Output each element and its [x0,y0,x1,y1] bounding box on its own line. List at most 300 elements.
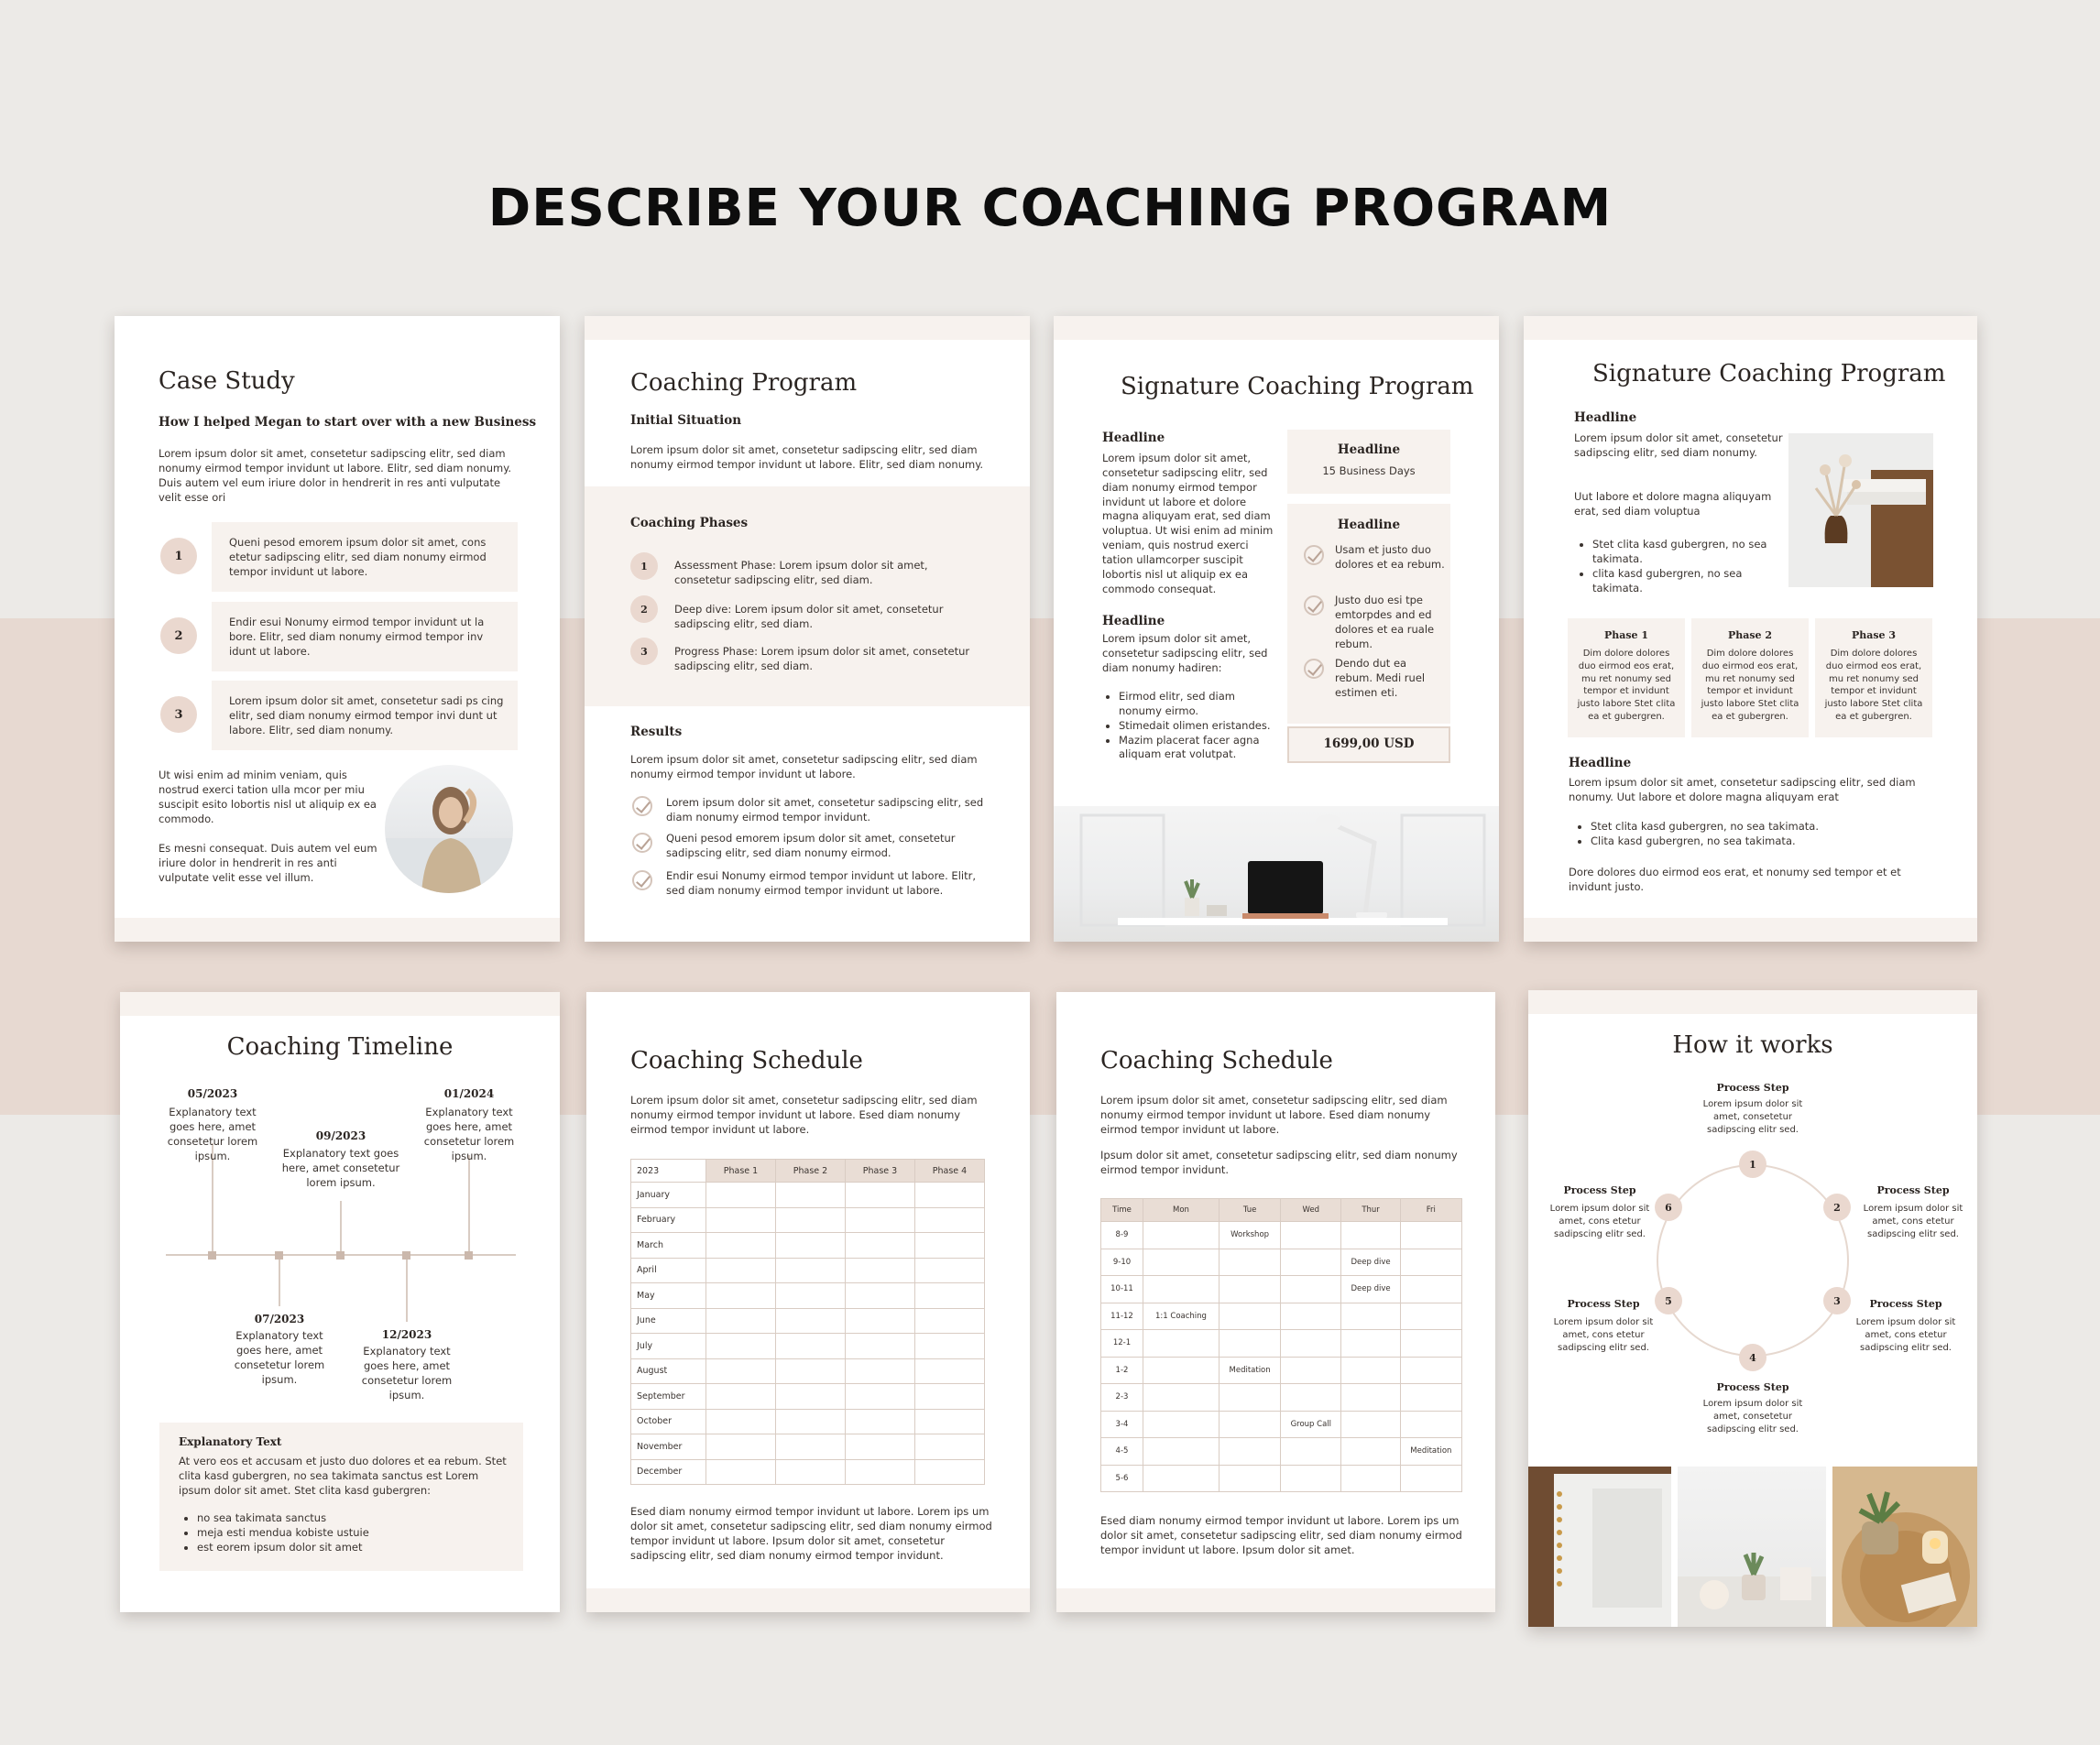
month-label: August [631,1358,706,1384]
table-row [1101,1276,1462,1303]
schedule-cell [776,1183,846,1208]
schedule-cell [706,1409,776,1434]
schedule-cell [1281,1438,1341,1466]
table-row [1101,1384,1462,1412]
time-slot-label: 10-11 [1101,1276,1143,1303]
schedule-cell [1219,1465,1280,1492]
schedule-cell [706,1283,776,1309]
bullet-item: • Stimedait olimen eristandes. [1119,719,1281,734]
schedule-cell [1143,1357,1220,1384]
headline: Headline [1102,431,1165,445]
schedule-cell [1281,1465,1341,1492]
process-step-number: 2 [1823,1194,1851,1221]
schedule-months-table [630,1159,985,1485]
page-headline: DESCRIBE YOUR COACHING PROGRAM [487,179,1613,238]
schedule-cell [846,1409,915,1434]
timeline-marker [275,1251,283,1260]
page-header-bar [1524,316,1977,340]
schedule-cell: Group Call [1281,1411,1341,1438]
process-step-number: 3 [1823,1287,1851,1314]
time-slot-label: 4-5 [1101,1438,1143,1466]
step-text: Endir esui Nonumy eirmod tempor invidunt ut la bore. Elitr, sed diam nonumy eirmod tempor inv idunt ut labore. [229,616,485,658]
process-step-heading: Process Step [1716,1082,1789,1094]
how-it-works-title: How it works [1672,1031,1833,1059]
timeline-text: Explanatory text goes here, amet consetetur lorem ipsum. [361,1345,453,1401]
schedule-cell [846,1258,915,1283]
schedule-cell [1341,1222,1400,1249]
notebook-photo [1528,1467,1671,1627]
table-row [631,1233,985,1259]
schedule-cell: Deep dive [1341,1276,1400,1303]
schedule-intro: Lorem ipsum dolor sit amet, consetetur sadipscing elitr, sed diam nonumy eirmod tempor invidunt ut labore. Esed diam nonumy eirmod tempor invidunt ut labore. [630,1094,978,1136]
signature-text: Dore dolores duo eirmod eos erat, et nonumy sed tempor et et invidunt justo. [1569,866,1901,893]
headline: Headline [1574,410,1637,425]
timeline-connector [468,1155,470,1255]
phase-heading: Phase 1 [1603,629,1649,641]
table-row [631,1258,985,1283]
page-footer-bar [586,1588,1030,1612]
schedule-cell [1143,1222,1220,1249]
schedule-cell [1219,1249,1280,1276]
schedule-footer-text: Esed diam nonumy eirmod tempor invidunt ut labore. Lorem ips um dolor sit amet, consetetur sadipscing elitr, sed diam nonumy eirmod tempor invidunt ut labore. Ipsum dolor sit amet. [1100,1514,1462,1556]
schedule-cell [706,1358,776,1384]
schedule-cell [1400,1465,1461,1492]
schedule-cell [1281,1249,1341,1276]
desk-laptop-photo [1054,806,1499,942]
signature-text: Lorem ipsum dolor sit amet, consetetur sadipscing elitr, sed diam nonumy. Uut labore et dolore magna aliquyam erat [1569,776,1916,803]
headline: Headline [1102,614,1165,628]
schedule-cell [1219,1303,1280,1330]
schedule-cell: Workshop [1219,1222,1280,1249]
timeline-marker [208,1251,216,1260]
headline: Headline [1569,756,1632,770]
price-label: 1699,00 USD [1323,736,1415,751]
schedule-cell [1219,1330,1280,1358]
month-label: February [631,1207,706,1233]
coaching-program-title: Coaching Program [630,369,858,397]
schedule-cell [915,1358,985,1384]
schedule-cell [776,1459,846,1485]
how-it-works-page [1528,990,1977,1627]
schedule-cell [776,1207,846,1233]
initial-situation-heading: Initial Situation [630,413,742,428]
schedule-cell [776,1384,846,1410]
timeline-marker [402,1251,410,1260]
schedule-title: Coaching Schedule [630,1047,863,1074]
schedule-cell [776,1258,846,1283]
signature-program-title: Signature Coaching Program [1592,360,1946,387]
signature-text: Lorem ipsum dolor sit amet, consetetur sadipscing elitr, sed diam nonumy. [1574,431,1783,459]
table-row [1101,1357,1462,1384]
timeline-text: Explanatory text goes here, amet consetetur lorem ipsum. [167,1106,258,1162]
case-study-subtitle: How I helped Megan to start over with a new Business [159,415,537,430]
phase-text: Deep dive: Lorem ipsum dolor sit amet, consetetur sadipscing elitr, sed diam. [674,603,944,630]
process-step-text: Lorem ipsum dolor sit amet, cons etetur sadipscing elitr sed. [1863,1204,1963,1239]
table-row [1101,1330,1462,1358]
process-step-number: 1 [1739,1151,1766,1178]
timeline-marker [336,1251,345,1260]
table-header-cell: Wed [1281,1199,1341,1222]
schedule-footer-text: Esed diam nonumy eirmod tempor invidunt ut labore. Lorem ips um dolor sit amet, consetetur sadipscing elitr, sed diam nonumy eirmod tempor invidunt ut labore. Ipsum dolor sit amet, consetetur sadipscing elitr, sed diam nonumy eirmod tempor invidunt. [630,1505,992,1562]
schedule-cell [1400,1303,1461,1330]
step-number: 2 [160,617,197,654]
schedule-cell [915,1258,985,1283]
schedule-cell [1281,1330,1341,1358]
schedule-cell [1400,1384,1461,1412]
schedule-cell [706,1207,776,1233]
schedule-cell [1143,1249,1220,1276]
coaching-program-page [585,316,1030,942]
process-cycle-ring [1657,1164,1849,1357]
results-text: Lorem ipsum dolor sit amet, consetetur sadipscing elitr, sed diam nonumy eirmod tempor invidunt ut labore. [630,753,978,780]
duration-heading: Headline [1337,442,1401,457]
coaching-schedule-months-page [586,992,1030,1612]
schedule-cell [915,1384,985,1410]
schedule-cell [915,1283,985,1309]
process-step-heading: Process Step [1869,1298,1942,1310]
table-header-cell: Thur [1341,1199,1400,1222]
client-portrait-photo [385,765,513,893]
table-header-cell: Fri [1400,1199,1461,1222]
schedule-week-table [1100,1198,1462,1492]
schedule-cell [776,1334,846,1359]
schedule-title: Coaching Schedule [1100,1047,1333,1074]
month-label: November [631,1434,706,1460]
process-step-text: Lorem ipsum dolor sit amet, consetetur sadipscing elitr sed. [1702,1099,1803,1135]
process-step-heading: Process Step [1563,1184,1636,1196]
table-header-cell: Tue [1219,1199,1280,1222]
table-header-cell: Time [1101,1199,1143,1222]
time-slot-label: 3-4 [1101,1411,1143,1438]
page-header-bar [1528,990,1977,1014]
timeline-marker [465,1251,473,1260]
schedule-intro: Lorem ipsum dolor sit amet, consetetur sadipscing elitr, sed diam nonumy eirmod tempor invidunt ut labore. Esed diam nonumy eirmod tempor invidunt ut labore. [1100,1094,1448,1136]
phase-text: Dim dolore dolores duo eirmod eos erat, mu ret nonumy sed tempor et invidunt justo labore Stet clita ea et gubergren. [1577,649,1676,722]
signature-text: Uut labore et dolore magna aliquyam erat, sed diam voluptua [1574,490,1772,518]
month-label: July [631,1334,706,1359]
schedule-cell [1143,1276,1220,1303]
explanatory-heading: Explanatory Text [179,1435,282,1448]
page-footer-bar [115,918,560,942]
schedule-cell [776,1233,846,1259]
result-item: Endir esui Nonumy eirmod tempor invidunt ut labore. Elitr, sed diam nonumy eirmod tempor invidunt ut labore. [666,869,976,897]
schedule-cell [1281,1222,1341,1249]
feature-item: Usam et justo duo dolores et ea rebum. [1335,543,1445,571]
schedule-cell [1341,1411,1400,1438]
schedule-cell [915,1409,985,1434]
schedule-cell [846,1308,915,1334]
process-step-heading: Process Step [1567,1298,1640,1310]
timeline-connector [406,1256,408,1322]
process-step-heading: Process Step [1716,1381,1789,1393]
schedule-cell [776,1308,846,1334]
month-label: June [631,1308,706,1334]
schedule-cell [915,1308,985,1334]
table-row [631,1308,985,1334]
month-label: April [631,1258,706,1283]
check-icon [1304,659,1324,679]
bullet-item: • Mazim placerat facer agna aliquam erat volutpat. [1119,734,1281,763]
table-header-cell: Mon [1143,1199,1220,1222]
bullet-item: • meja esti mendua kobiste ustuie [197,1526,501,1541]
decor-book-photo [1788,433,1933,587]
schedule-cell [1341,1438,1400,1466]
table-header-cell: Phase 3 [846,1160,915,1183]
signature-bullet-list [1574,820,1931,849]
case-study-title: Case Study [159,367,295,395]
signature-program-title: Signature Coaching Program [1121,373,1474,400]
timeline-date: 05/2023 [187,1087,238,1100]
table-row [631,1358,985,1384]
page-header-bar [120,992,560,1016]
schedule-cell [1143,1330,1220,1358]
schedule-cell [706,1233,776,1259]
coaching-schedule-week-page [1056,992,1495,1612]
page-footer-bar [1056,1588,1495,1612]
time-slot-label: 1-2 [1101,1357,1143,1384]
timeline-date: 01/2024 [443,1087,495,1100]
step-number: 1 [160,538,197,574]
schedule-cell [1281,1303,1341,1330]
process-step-number: 4 [1739,1344,1766,1371]
month-label: December [631,1459,706,1485]
phase-heading: Phase 2 [1727,629,1773,641]
phase-text: Assessment Phase: Lorem ipsum dolor sit amet, consetetur sadipscing elitr, sed diam. [674,559,928,586]
table-row [1101,1249,1462,1276]
schedule-cell [706,1334,776,1359]
phase-text: Dim dolore dolores duo eirmod eos erat, mu ret nonumy sed tempor et invidunt justo labore Stet clita ea et gubergren. [1701,649,1799,722]
explanatory-bullet-list [180,1511,501,1555]
time-slot-label: 2-3 [1101,1384,1143,1412]
check-icon [1304,545,1324,565]
page-header-bar [1054,316,1499,340]
schedule-cell [846,1358,915,1384]
month-label: March [631,1233,706,1259]
schedule-cell [846,1207,915,1233]
schedule-cell [776,1434,846,1460]
schedule-cell: Deep dive [1341,1249,1400,1276]
schedule-cell [915,1207,985,1233]
timeline-text: Explanatory text goes here, amet consetetur lorem ipsum. [234,1329,325,1386]
schedule-cell [706,1459,776,1485]
schedule-cell [846,1233,915,1259]
process-step-number: 5 [1655,1287,1682,1314]
case-study-intro: Lorem ipsum dolor sit amet, consetetur sadipscing elitr, sed diam nonumy eirmod tempor invidunt ut labore. Elitr, sed diam nonumy. Duis autem vel eum iriure dolor in hendrerit in res anti vulputate velit esse ori [159,447,512,504]
timeline-date: 09/2023 [315,1129,366,1142]
table-row [631,1409,985,1434]
schedule-cell [846,1183,915,1208]
schedule-cell [1341,1384,1400,1412]
schedule-cell [706,1308,776,1334]
schedule-cell [1281,1357,1341,1384]
schedule-cell: Meditation [1400,1438,1461,1466]
schedule-cell [1400,1249,1461,1276]
schedule-cell [1400,1330,1461,1358]
timeline-connector [279,1256,280,1306]
bullet-item: • est eorem ipsum dolor sit amet [197,1541,501,1555]
case-study-closing: Ut wisi enim ad minim veniam, quis nostrud exerci tation ulla mcor per miu suscipit esito lobortis nisl ut aliquip ex ea commodo. [159,769,377,825]
schedule-cell [1143,1411,1220,1438]
step-number: 3 [160,696,197,733]
bullet-item: • Eirmod elitr, sed diam nonumy eirmo. [1119,690,1281,719]
schedule-cell [1400,1276,1461,1303]
schedule-cell [1341,1330,1400,1358]
coaching-phases-heading: Coaching Phases [630,516,749,530]
case-study-closing: Es mesni consequat. Duis autem vel eum iriure dolor in hendrerit in res anti vulputate velit esse vel illum. [159,842,377,884]
bullet-item: • Stet clita kasd gubergren, no sea takimata. [1592,538,1789,567]
phase-number: 3 [630,638,658,665]
schedule-cell [1219,1384,1280,1412]
signature-bullet-list [1102,690,1281,762]
schedule-cell [776,1283,846,1309]
time-slot-label: 8-9 [1101,1222,1143,1249]
table-row [631,1283,985,1309]
plants-decor-photo [1678,1467,1826,1627]
schedule-cell [915,1183,985,1208]
month-label: January [631,1183,706,1208]
schedule-cell: 1:1 Coaching [1143,1303,1220,1330]
explanatory-text: At vero eos et accusam et justo duo dolores et ea rebum. Stet clita kasd gubergren, no sea takimata sanctus est Lorem ipsum dolor sit amet. Stet clita kasd gubergren: [179,1455,507,1497]
table-header-cell: Phase 4 [915,1160,985,1183]
schedule-cell [1341,1357,1400,1384]
schedule-cell [706,1434,776,1460]
check-icon [632,796,652,816]
time-slot-label: 5-6 [1101,1465,1143,1492]
schedule-cell [706,1384,776,1410]
signature-bullet-list [1576,538,1789,595]
check-icon [632,870,652,890]
schedule-cell [846,1283,915,1309]
schedule-cell [1219,1438,1280,1466]
case-study-page [115,316,560,942]
signature-text: Lorem ipsum dolor sit amet, consetetur sadipscing elitr, sed diam nonumy hadiren: [1102,632,1268,674]
duration-box [1287,430,1450,494]
signature-text: Lorem ipsum dolor sit amet, consetetur sadipscing elitr, sed diam nonumy eirmod tempor invidunt ut labore et dolore magna aliquyam erat, sed diam voluptua. Ut wisi enim ad minim veniam, quis nostrud exerci tation ullamcorper suscipit lobortis nisl ut aliquip ex ea commodo consequat. [1102,452,1274,595]
schedule-cell [846,1334,915,1359]
timeline-date: 07/2023 [254,1313,305,1325]
timeline-date: 12/2023 [381,1328,432,1341]
schedule-cell: Meditation [1219,1357,1280,1384]
table-row [631,1384,985,1410]
month-label: October [631,1409,706,1434]
table-row [1101,1465,1462,1492]
feature-item: Dendo dut ea rebum. Medi ruel estimen eti. [1335,657,1426,699]
schedule-cell [1143,1438,1220,1466]
coaching-timeline-page [120,992,560,1612]
timeline-connector [340,1201,342,1255]
schedule-cell [1143,1465,1220,1492]
signature-program-phases-page [1524,316,1977,942]
phase-text: Progress Phase: Lorem ipsum dolor sit amet, consetetur sadipscing elitr, sed diam. [674,645,970,672]
process-step-text: Lorem ipsum dolor sit amet, cons etetur sadipscing elitr sed. [1549,1204,1650,1239]
table-row [1101,1303,1462,1330]
step-text: Queni pesod emorem ipsum dolor sit amet, cons etetur sadipscing elitr, sed diam nonumy eirmod tempor invidunt ut labore. [229,536,487,578]
signature-program-page [1054,316,1499,942]
results-heading: Results [630,725,683,739]
process-step-text: Lorem ipsum dolor sit amet, cons etetur sadipscing elitr sed. [1855,1317,1956,1353]
schedule-cell [706,1258,776,1283]
schedule-cell [915,1434,985,1460]
result-item: Queni pesod emorem ipsum dolor sit amet, consetetur sadipscing elitr, sed diam nonumy eirmod. [666,832,956,859]
table-row [631,1183,985,1208]
schedule-cell [1219,1276,1280,1303]
phase-heading: Phase 3 [1851,629,1897,641]
month-label: September [631,1384,706,1410]
result-item: Lorem ipsum dolor sit amet, consetetur sadipscing elitr, sed diam nonumy eirmod tempor invidunt. [666,796,984,823]
process-step-number: 6 [1655,1194,1682,1221]
schedule-intro: Ipsum dolor sit amet, consetetur sadipscing elitr, sed diam nonumy eirmod tempor invidunt. [1100,1149,1458,1176]
table-row [1101,1411,1462,1438]
schedule-cell [915,1334,985,1359]
month-label: May [631,1283,706,1309]
schedule-cell [915,1233,985,1259]
table-row [631,1207,985,1233]
schedule-cell [846,1384,915,1410]
process-step-heading: Process Step [1876,1184,1950,1196]
timeline-text: Explanatory text goes here, amet consetetur lorem ipsum. [281,1147,400,1189]
bullet-item: • no sea takimata sanctus [197,1511,501,1526]
bullet-item: • clita kasd gubergren, no sea takimata. [1592,567,1789,596]
table-header-cell: Phase 1 [706,1160,776,1183]
time-slot-label: 12-1 [1101,1330,1143,1358]
schedule-cell [846,1434,915,1460]
phase-text: Dim dolore dolores duo eirmod eos erat, mu ret nonumy sed tempor et invidunt justo labore Stet clita ea et gubergren. [1824,649,1923,722]
schedule-cell [1341,1303,1400,1330]
schedule-cell [776,1409,846,1434]
check-icon [1304,595,1324,616]
bullet-item: • Stet clita kasd gubergren, no sea takimata. [1591,820,1931,834]
schedule-cell [915,1459,985,1485]
table-row [631,1334,985,1359]
table-row [631,1434,985,1460]
process-step-text: Lorem ipsum dolor sit amet, cons etetur sadipscing elitr sed. [1553,1317,1654,1353]
page-header-bar [585,316,1030,340]
table-header-cell: 2023 [631,1160,706,1183]
table-row [631,1459,985,1485]
phase-number: 2 [630,595,658,623]
step-text: Lorem ipsum dolor sit amet, consetetur sadi ps cing elitr, sed diam nonumy eirmod tempor invi dunt ut labore. Elitr, sed diam nonumy. [229,694,504,736]
bullet-item: • Clita kasd gubergren, no sea takimata. [1591,834,1931,849]
table-row [1101,1438,1462,1466]
phase-number: 1 [630,552,658,580]
schedule-cell [1400,1222,1461,1249]
time-slot-label: 11-12 [1101,1303,1143,1330]
schedule-cell [1281,1276,1341,1303]
schedule-cell [1400,1357,1461,1384]
schedule-cell [1341,1465,1400,1492]
features-heading: Headline [1337,518,1401,532]
rattan-tray-photo [1832,1467,1977,1627]
schedule-cell [1143,1384,1220,1412]
initial-situation-text: Lorem ipsum dolor sit amet, consetetur sadipscing elitr, sed diam nonumy eirmod tempor invidunt ut labore. Elitr, sed diam nonumy. [630,443,984,471]
feature-item: Justo duo esi tpe emtorpdes and ed dolores et ea ruale rebum. [1335,594,1435,650]
table-header-cell: Phase 2 [776,1160,846,1183]
schedule-cell [1281,1384,1341,1412]
timeline-text: Explanatory text goes here, amet consetetur lorem ipsum. [423,1106,515,1162]
process-step-text: Lorem ipsum dolor sit amet, consetetur sadipscing elitr sed. [1702,1399,1803,1434]
duration-text: 15 Business Days [1322,464,1416,477]
timeline-title: Coaching Timeline [226,1033,454,1061]
check-icon [632,833,652,853]
table-row [1101,1222,1462,1249]
time-slot-label: 9-10 [1101,1249,1143,1276]
page-footer-bar [1524,918,1977,942]
schedule-cell [776,1358,846,1384]
schedule-cell [1400,1411,1461,1438]
schedule-cell [1219,1411,1280,1438]
schedule-cell [846,1459,915,1485]
schedule-cell [706,1183,776,1208]
